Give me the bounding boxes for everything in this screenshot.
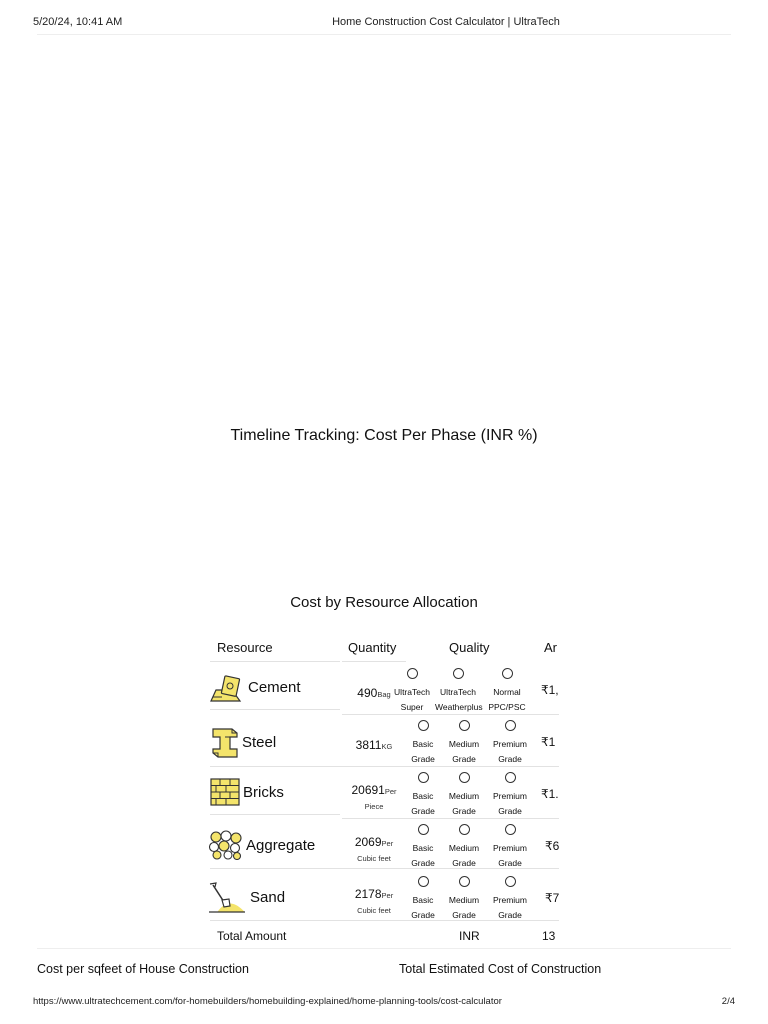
quality-option-sand-medium[interactable]: Medium Grade xyxy=(441,874,487,922)
quantity-sand: 2178Per Cubic feet xyxy=(354,887,394,915)
radio-button[interactable] xyxy=(418,772,429,783)
radio-button[interactable] xyxy=(459,720,470,731)
quantity-steel: 3811KG xyxy=(355,738,393,752)
quality-option-aggregate-basic[interactable]: Basic Grade xyxy=(400,822,446,870)
radio-button[interactable] xyxy=(418,720,429,731)
col-header-quantity: Quantity xyxy=(348,640,397,655)
bricks-icon xyxy=(210,778,240,811)
row-divider xyxy=(210,766,559,767)
timeline-section-title: Timeline Tracking: Cost Per Phase (INR %) xyxy=(230,427,538,444)
quality-option-steel-premium[interactable]: Premium Grade xyxy=(487,718,533,766)
row-divider xyxy=(210,709,340,710)
row-divider xyxy=(342,714,559,715)
quality-option-steel-medium[interactable]: Medium Grade xyxy=(441,718,487,766)
amount-bricks: ₹1. xyxy=(541,787,559,801)
quality-option-bricks-premium[interactable]: Premium Grade xyxy=(487,770,533,818)
resource-name-bricks: Bricks xyxy=(243,784,284,801)
radio-button[interactable] xyxy=(505,772,516,783)
quality-option-aggregate-medium[interactable]: Medium Grade xyxy=(441,822,487,870)
row-divider xyxy=(210,661,340,662)
resource-name-sand: Sand xyxy=(250,889,286,906)
radio-button[interactable] xyxy=(459,876,470,887)
quantity-bricks: 20691Per Piece xyxy=(351,783,397,811)
radio-button[interactable] xyxy=(505,720,516,731)
quantity-cement: 490Bag xyxy=(357,686,391,700)
summary-divider xyxy=(37,948,731,949)
total-estimated-cost-label: Total Estimated Cost of Construction xyxy=(399,962,602,976)
row-divider xyxy=(342,661,406,662)
amount-cement: ₹1, xyxy=(541,683,559,697)
quality-option-steel-basic[interactable]: Basic Grade xyxy=(400,718,446,766)
print-page-title: Home Construction Cost Calculator | UltraTech xyxy=(332,16,560,28)
total-currency: INR xyxy=(459,929,480,943)
col-header-resource: Resource xyxy=(217,640,273,655)
steel-beam-icon xyxy=(210,726,240,765)
col-header-amount: Ar xyxy=(544,640,557,655)
radio-button[interactable] xyxy=(453,668,464,679)
radio-button[interactable] xyxy=(407,668,418,679)
amount-aggregate: ₹6 xyxy=(545,839,559,853)
resource-table xyxy=(208,636,559,948)
resource-name-aggregate: Aggregate xyxy=(246,837,316,854)
quality-option-bricks-medium[interactable]: Medium Grade xyxy=(441,770,487,818)
quality-option-cement-normal-ppc-psc[interactable]: Normal PPC/PSC xyxy=(484,666,530,714)
quantity-aggregate: 2069Per Cubic feet xyxy=(354,835,394,863)
resource-section-title: Cost by Resource Allocation xyxy=(290,594,478,611)
radio-button[interactable] xyxy=(459,772,470,783)
col-header-quality: Quality xyxy=(449,640,490,655)
resource-name-cement: Cement xyxy=(248,679,301,696)
amount-sand: ₹7 xyxy=(545,891,559,905)
total-amount-value: 13 xyxy=(542,929,556,943)
sand-shovel-icon xyxy=(209,882,245,919)
row-divider xyxy=(342,818,559,819)
resource-name-steel: Steel xyxy=(242,734,277,751)
print-page-number: 2/4 xyxy=(721,996,735,1007)
quality-option-sand-premium[interactable]: Premium Grade xyxy=(487,874,533,922)
print-url: https://www.ultratechcement.com/for-homebuilders/homebuilding-explained/home-planning-tools/cost-calculator xyxy=(33,996,502,1007)
quality-option-cement-ultratech-super[interactable]: UltraTech Super xyxy=(389,666,435,714)
total-amount-label: Total Amount xyxy=(217,929,287,943)
cement-bag-icon xyxy=(210,675,243,708)
header-divider xyxy=(37,34,731,35)
amount-steel: ₹1 xyxy=(541,735,556,749)
row-divider xyxy=(210,814,340,815)
radio-button[interactable] xyxy=(505,876,516,887)
radio-button[interactable] xyxy=(505,824,516,835)
radio-button[interactable] xyxy=(418,876,429,887)
quality-option-sand-basic[interactable]: Basic Grade xyxy=(400,874,446,922)
print-datetime: 5/20/24, 10:41 AM xyxy=(33,16,123,28)
aggregate-stones-icon xyxy=(209,830,242,865)
radio-button[interactable] xyxy=(418,824,429,835)
quality-option-bricks-basic[interactable]: Basic Grade xyxy=(400,770,446,818)
radio-button[interactable] xyxy=(502,668,513,679)
quality-option-aggregate-premium[interactable]: Premium Grade xyxy=(487,822,533,870)
radio-button[interactable] xyxy=(459,824,470,835)
quality-option-cement-ultratech-weatherplus[interactable]: UltraTech Weatherplus xyxy=(435,666,481,714)
cost-per-sqft-label: Cost per sqfeet of House Construction xyxy=(37,962,249,976)
